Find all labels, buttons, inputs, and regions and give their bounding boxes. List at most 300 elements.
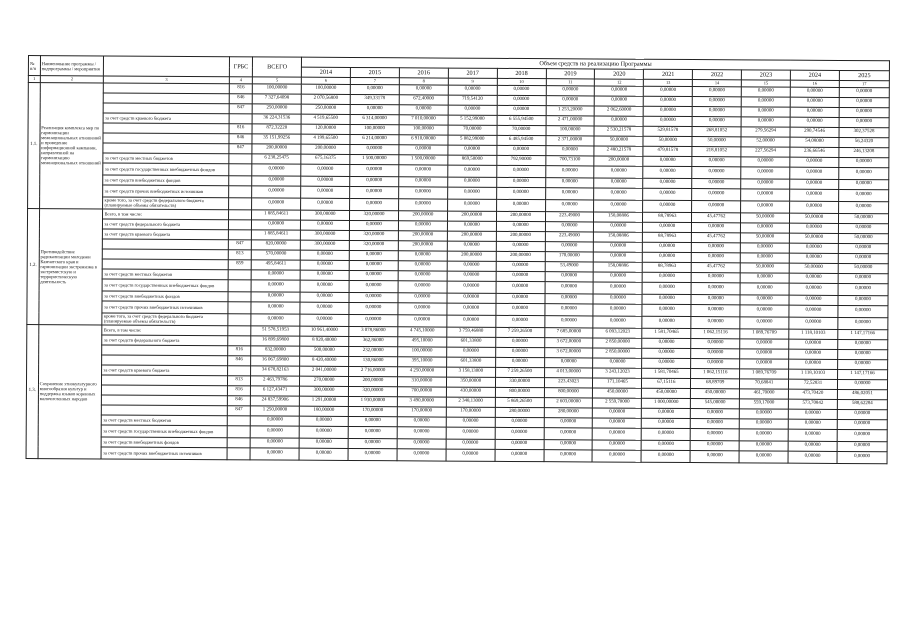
year-amount-cell: 50,00000 bbox=[838, 233, 888, 243]
year-amount-cell: 302,37528 bbox=[839, 127, 889, 137]
year-amount-cell: 50,00000 bbox=[790, 213, 839, 223]
year-amount-cell: 0,00000 bbox=[496, 261, 545, 271]
header-number: № п/п bbox=[28, 56, 40, 76]
year-amount-cell: 0,00000 bbox=[448, 145, 497, 155]
grbs-code: 846 bbox=[227, 355, 250, 365]
year-amount-cell: 0,00000 bbox=[496, 315, 545, 327]
header-year: 2022 bbox=[693, 70, 742, 80]
year-amount-cell: 300,00000 bbox=[301, 210, 350, 220]
funding-source-label: за счет средств местных бюджетов bbox=[102, 415, 227, 426]
year-amount-cell: 0,00000 bbox=[642, 304, 691, 316]
table-body bbox=[26, 82, 889, 463]
year-amount-cell: 719,54120 bbox=[448, 95, 497, 105]
column-number: 17 bbox=[839, 80, 889, 87]
year-amount-cell: 100,00000 bbox=[301, 84, 350, 94]
year-amount-cell: 0,00000 bbox=[740, 252, 789, 262]
year-amount-cell: 0,00000 bbox=[692, 200, 741, 212]
year-amount-cell: 50,00000 bbox=[643, 136, 692, 146]
year-amount-cell: 0,00000 bbox=[643, 188, 692, 200]
year-amount-cell: 675,16375 bbox=[301, 154, 350, 164]
funding-source-label: за счет средств внебюджетных фондов bbox=[102, 291, 227, 302]
year-amount-cell: 5 082,99000 bbox=[448, 135, 497, 145]
year-amount-cell: 601,33800 bbox=[447, 337, 496, 347]
year-amount-cell: 6 555,94500 bbox=[497, 115, 546, 125]
year-amount-cell: 0,00000 bbox=[299, 448, 348, 460]
total-amount-cell: 0,00000 bbox=[250, 447, 299, 459]
year-amount-cell: 2 559,70000 bbox=[593, 398, 642, 408]
year-amount-cell: 279,56294 bbox=[741, 126, 790, 136]
year-amount-cell: 50,00000 bbox=[741, 232, 790, 242]
year-amount-cell: 0,00000 bbox=[642, 282, 691, 294]
year-amount-cell: 171,10465 bbox=[593, 378, 642, 388]
total-amount-cell: 0,00000 bbox=[252, 219, 301, 229]
funding-source-label: за счет средств краевого бюджета bbox=[102, 365, 227, 376]
year-amount-cell: 50,00000 bbox=[838, 213, 888, 223]
funding-source-label: за счет средств прочих внебюджетных источников bbox=[103, 185, 228, 198]
year-amount-cell: 100,00000 bbox=[546, 125, 595, 135]
year-amount-cell: 52,00000 bbox=[741, 136, 790, 146]
header-year: 2014 bbox=[302, 67, 351, 77]
year-amount-cell: 1 062,15116 bbox=[691, 328, 740, 338]
year-amount-cell: 0,00000 bbox=[447, 221, 496, 231]
year-amount-cell: 0,00000 bbox=[496, 281, 545, 293]
year-amount-cell: 0,00000 bbox=[301, 186, 350, 198]
year-amount-cell: 88,78963 bbox=[643, 262, 692, 272]
year-amount-cell: 0,00000 bbox=[739, 450, 788, 462]
year-amount-cell: 0,00000 bbox=[838, 305, 888, 317]
year-amount-cell: 200,00000 bbox=[447, 231, 496, 241]
year-amount-cell: 0,00000 bbox=[593, 418, 642, 428]
year-amount-cell: 0,00000 bbox=[839, 179, 889, 189]
year-amount-cell: 0,00000 bbox=[593, 408, 642, 418]
year-amount-cell: 0,00000 bbox=[692, 156, 741, 166]
year-amount-cell: 0,00000 bbox=[350, 186, 399, 198]
grbs-code: 816 bbox=[229, 83, 252, 93]
year-amount-cell: 0,00000 bbox=[593, 440, 642, 450]
funding-source-label: за счет средств местных бюджетов bbox=[103, 153, 228, 164]
total-amount-cell: 51 578,51953 bbox=[251, 325, 300, 335]
grbs-code: 813 bbox=[227, 375, 250, 385]
total-amount-cell: 7 327,64098 bbox=[252, 93, 301, 103]
grbs-code bbox=[227, 447, 250, 459]
year-amount-cell: 0,00000 bbox=[397, 426, 446, 438]
year-amount-cell: 0,00000 bbox=[447, 271, 496, 281]
year-amount-cell: 7 685,00000 bbox=[544, 327, 593, 337]
year-amount-cell: 0,00000 bbox=[837, 409, 887, 419]
year-amount-cell: 0,00000 bbox=[300, 302, 349, 314]
year-amount-cell: 0,00000 bbox=[398, 220, 447, 230]
total-amount-cell: 0,00000 bbox=[251, 313, 300, 325]
year-amount-cell: 2 348,13000 bbox=[446, 397, 495, 407]
year-amount-cell: 0,00000 bbox=[397, 448, 446, 460]
total-amount-cell: 35 151,99256 bbox=[252, 133, 301, 143]
year-amount-cell: 0,00000 bbox=[642, 428, 691, 440]
year-amount-cell: 0,00000 bbox=[350, 176, 399, 186]
year-amount-cell: 0,00000 bbox=[788, 441, 837, 451]
year-amount-cell: 0,00000 bbox=[544, 357, 593, 367]
year-amount-cell: 0,00000 bbox=[398, 250, 447, 260]
year-amount-cell: 0,00000 bbox=[789, 223, 838, 233]
year-amount-cell: 545,00000 bbox=[691, 398, 740, 408]
grbs-code bbox=[227, 365, 250, 375]
header-year: 2024 bbox=[790, 70, 839, 80]
year-amount-cell: 0,00000 bbox=[789, 253, 838, 263]
year-amount-cell: 0,00000 bbox=[348, 448, 397, 460]
year-amount-cell: 0,00000 bbox=[546, 95, 595, 105]
year-amount-cell: 0,00000 bbox=[837, 429, 887, 441]
total-amount-cell: 495,84611 bbox=[251, 259, 300, 269]
year-amount-cell: 0,00000 bbox=[300, 250, 349, 260]
year-amount-cell: 3 158,13000 bbox=[446, 367, 495, 377]
year-amount-cell: 10 961,40000 bbox=[300, 326, 349, 336]
year-amount-cell: 0,00000 bbox=[496, 293, 545, 303]
year-amount-cell: 6 214,00000 bbox=[350, 134, 399, 144]
year-amount-cell: 601,33800 bbox=[446, 357, 495, 367]
year-amount-cell: 0,00000 bbox=[446, 427, 495, 439]
year-amount-cell: 0,00000 bbox=[741, 86, 790, 96]
year-amount-cell: 0,00000 bbox=[398, 198, 447, 210]
year-amount-cell: 1 062,15116 bbox=[691, 368, 740, 378]
grbs-code: 846 bbox=[227, 395, 250, 405]
year-amount-cell: 0,00000 bbox=[691, 272, 740, 282]
year-amount-cell: 0,00000 bbox=[643, 242, 692, 252]
year-amount-cell: 486,02051 bbox=[837, 389, 887, 399]
year-amount-cell: 0,00000 bbox=[545, 271, 594, 281]
grbs-code: 813 bbox=[228, 249, 251, 259]
column-number: 5 bbox=[253, 77, 302, 84]
funding-source-label: кроме того, за счет средств федерального бюджета (планируемые объемы обязательств) bbox=[103, 197, 228, 210]
total-amount-cell: 570,00000 bbox=[252, 249, 301, 259]
total-amount-cell: 34 678,82163 bbox=[251, 365, 300, 375]
year-amount-cell: 0,00000 bbox=[691, 304, 740, 316]
year-amount-cell: 0,00000 bbox=[544, 449, 593, 461]
year-amount-cell: 0,00000 bbox=[348, 416, 397, 426]
year-amount-cell: 0,00000 bbox=[398, 280, 447, 292]
year-amount-cell: 529,81578 bbox=[643, 126, 692, 136]
year-amount-cell: 0,00000 bbox=[643, 272, 692, 282]
grbs-code bbox=[228, 335, 251, 345]
year-amount-cell: 0,00000 bbox=[447, 315, 496, 327]
year-amount-cell: 6 314,00000 bbox=[350, 114, 399, 124]
year-amount-cell: 232,00000 bbox=[349, 346, 398, 356]
year-amount-cell: 0,00000 bbox=[740, 294, 789, 304]
total-amount-cell: 872,32220 bbox=[252, 123, 301, 133]
funding-source-label: за счет средств федерального бюджета bbox=[103, 219, 228, 230]
year-amount-cell: 0,00000 bbox=[790, 179, 839, 189]
year-amount-cell: 0,00000 bbox=[495, 357, 544, 367]
year-amount-cell: 0,00000 bbox=[496, 199, 545, 211]
year-amount-cell: 2 070,56800 bbox=[301, 94, 350, 104]
year-amount-cell: 0,00000 bbox=[398, 260, 447, 270]
year-amount-cell: 0,00000 bbox=[497, 145, 546, 155]
year-amount-cell: 588,62284 bbox=[837, 399, 887, 409]
header-year: 2021 bbox=[644, 69, 693, 79]
year-amount-cell: 100,00000 bbox=[350, 124, 399, 134]
year-amount-cell: 0,00000 bbox=[545, 303, 594, 315]
year-amount-cell: 223,49000 bbox=[545, 231, 594, 241]
year-amount-cell: 200,00000 bbox=[496, 211, 545, 221]
year-amount-cell: 0,00000 bbox=[447, 241, 496, 251]
grbs-code: 847 bbox=[228, 239, 251, 249]
year-amount-cell: 0,00000 bbox=[594, 166, 643, 178]
year-amount-cell: 310,00000 bbox=[397, 376, 446, 386]
year-amount-cell: 1 089,76709 bbox=[740, 368, 789, 378]
year-amount-cell: 0,00000 bbox=[690, 428, 739, 440]
year-amount-cell: 2 850,00000 bbox=[593, 338, 642, 348]
year-amount-cell: 70,68841 bbox=[740, 378, 789, 388]
year-amount-cell: 0,00000 bbox=[837, 419, 887, 429]
year-amount-cell: 3 672,00000 bbox=[544, 337, 593, 347]
year-amount-cell: 0,00000 bbox=[300, 270, 349, 280]
year-amount-cell: 0,00000 bbox=[399, 84, 448, 94]
year-amount-cell: 362,86000 bbox=[349, 336, 398, 346]
column-number: 13 bbox=[644, 79, 693, 86]
year-amount-cell: 0,00000 bbox=[838, 359, 888, 369]
year-amount-cell: 0,00000 bbox=[838, 273, 888, 283]
header-grbs: ГРБС bbox=[229, 57, 252, 77]
year-amount-cell: 0,00000 bbox=[740, 242, 789, 252]
year-amount-cell: 0,00000 bbox=[545, 145, 594, 155]
year-amount-cell: 0,00000 bbox=[838, 253, 888, 263]
year-amount-cell: 0,00000 bbox=[399, 144, 448, 154]
year-amount-cell: 0,00000 bbox=[495, 337, 544, 347]
year-amount-cell: 0,00000 bbox=[690, 418, 739, 428]
grbs-code bbox=[229, 113, 252, 123]
year-amount-cell: 290,74546 bbox=[790, 127, 839, 137]
year-amount-cell: 0,00000 bbox=[544, 417, 593, 427]
year-amount-cell: 120,00000 bbox=[301, 124, 350, 134]
year-amount-cell: 0,00000 bbox=[740, 358, 789, 368]
year-amount-cell: 0,00000 bbox=[446, 449, 495, 461]
year-amount-cell: 0,00000 bbox=[839, 97, 889, 107]
year-amount-cell: 0,00000 bbox=[644, 106, 693, 116]
year-amount-cell: 0,00000 bbox=[642, 316, 691, 328]
funding-source-label: за счет средств местных бюджетов bbox=[103, 269, 228, 280]
year-amount-cell: 0,00000 bbox=[741, 96, 790, 106]
year-amount-cell: 0,00000 bbox=[838, 283, 888, 295]
year-amount-cell: 2 041,00000 bbox=[300, 366, 349, 376]
year-amount-cell: 3 078,86000 bbox=[349, 326, 398, 336]
total-amount-cell: 6 238,25475 bbox=[252, 153, 301, 163]
year-amount-cell: 0,00000 bbox=[399, 186, 448, 198]
year-amount-cell: 0,00000 bbox=[789, 283, 838, 295]
year-amount-cell: 0,00000 bbox=[349, 220, 398, 230]
year-amount-cell: 0,00000 bbox=[789, 359, 838, 369]
year-amount-cell: 450,00000 bbox=[642, 388, 691, 398]
year-amount-cell: 3 672,00000 bbox=[544, 347, 593, 357]
year-amount-cell: 2 471,00000 bbox=[546, 115, 595, 125]
header-program-name: Наименование программы / подпрограммы / мероприятия bbox=[40, 56, 104, 76]
year-amount-cell: 0,00000 bbox=[447, 261, 496, 271]
year-amount-cell: 0,00000 bbox=[398, 302, 447, 314]
year-amount-cell: 0,00000 bbox=[741, 200, 790, 212]
year-amount-cell: 0,00000 bbox=[448, 177, 497, 187]
year-amount-cell: 200,00000 bbox=[398, 230, 447, 240]
year-amount-cell: 0,00000 bbox=[642, 338, 691, 348]
year-amount-cell: 2 716,00000 bbox=[349, 366, 398, 376]
year-amount-cell: 0,00000 bbox=[691, 338, 740, 348]
grbs-code bbox=[228, 219, 251, 229]
column-number: 6 bbox=[301, 77, 350, 84]
column-number: 8 bbox=[399, 78, 448, 85]
year-amount-cell: 53,49000 bbox=[545, 261, 594, 271]
grbs-code: 847 bbox=[229, 103, 252, 113]
column-number: 12 bbox=[595, 79, 644, 86]
year-amount-cell: 0,00000 bbox=[545, 281, 594, 293]
funding-source-label: за счет средств краевого бюджета bbox=[103, 229, 228, 240]
year-amount-cell: 50,00000 bbox=[789, 233, 838, 243]
year-amount-cell: 50,00000 bbox=[741, 212, 790, 222]
section-number: 1.3. bbox=[26, 324, 39, 458]
year-amount-cell: 0,00000 bbox=[496, 221, 545, 231]
year-amount-cell: 0,00000 bbox=[546, 85, 595, 95]
year-amount-cell: 0,00000 bbox=[301, 220, 350, 230]
year-amount-cell: 100,00000 bbox=[399, 124, 448, 134]
year-amount-cell: 0,00000 bbox=[595, 116, 644, 126]
year-amount-cell: 0,00000 bbox=[644, 86, 693, 96]
year-amount-cell: 0,00000 bbox=[741, 188, 790, 200]
year-amount-cell: 0,00000 bbox=[495, 449, 544, 461]
year-amount-cell: 0,00000 bbox=[301, 176, 350, 186]
year-amount-cell: 0,00000 bbox=[349, 292, 398, 302]
year-amount-cell: 0,00000 bbox=[593, 358, 642, 368]
grbs-code bbox=[229, 175, 252, 185]
year-amount-cell: 7 259,26500 bbox=[495, 367, 544, 377]
total-amount-cell: 0,00000 bbox=[252, 163, 301, 175]
year-amount-cell: 45,47762 bbox=[691, 262, 740, 272]
funding-source-label: Всего, в том числе: bbox=[102, 325, 227, 336]
year-amount-cell: 200,00000 bbox=[447, 251, 496, 261]
year-amount-cell: 573,70842 bbox=[788, 399, 837, 409]
year-amount-cell: 869,50000 bbox=[448, 155, 497, 165]
year-amount-cell: 0,00000 bbox=[594, 178, 643, 188]
total-amount-cell: 0,00000 bbox=[250, 415, 299, 425]
year-amount-cell: 8 920,40000 bbox=[300, 336, 349, 346]
year-amount-cell: 0,00000 bbox=[350, 84, 399, 94]
year-amount-cell: 0,00000 bbox=[837, 451, 887, 463]
column-number: 16 bbox=[790, 80, 839, 87]
grbs-code bbox=[227, 425, 250, 437]
year-amount-cell: 170,00000 bbox=[397, 406, 446, 416]
year-amount-cell: 0,00000 bbox=[789, 243, 838, 253]
year-amount-cell: 0,00000 bbox=[350, 144, 399, 154]
year-amount-cell: 0,00000 bbox=[496, 271, 545, 281]
total-amount-cell: 0,00000 bbox=[250, 425, 299, 437]
total-amount-cell: 250,00000 bbox=[252, 103, 301, 113]
year-amount-cell: 0,00000 bbox=[790, 87, 839, 97]
year-amount-cell: 0,00000 bbox=[789, 317, 838, 329]
year-amount-cell: 0,00000 bbox=[643, 222, 692, 232]
year-amount-cell: 0,00000 bbox=[641, 450, 690, 462]
year-amount-cell: 4 199,65500 bbox=[301, 134, 350, 144]
year-amount-cell: 559,17000 bbox=[740, 398, 789, 408]
year-amount-cell: 0,00000 bbox=[643, 166, 692, 178]
year-amount-cell: 0,00000 bbox=[593, 450, 642, 462]
year-amount-cell: 0,00000 bbox=[790, 201, 839, 213]
year-amount-cell: 0,00000 bbox=[448, 85, 497, 95]
year-amount-cell: 0,00000 bbox=[447, 187, 496, 199]
year-amount-cell: 0,00000 bbox=[788, 451, 837, 463]
grbs-code bbox=[227, 415, 250, 425]
year-amount-cell: 0,00000 bbox=[643, 116, 692, 126]
header-total: ВСЕГО bbox=[253, 57, 302, 77]
year-amount-cell: 320,00000 bbox=[349, 230, 398, 240]
funding-source-label: за счет средств государственных внебюджетных фондов bbox=[103, 163, 228, 176]
year-amount-cell: 0,00000 bbox=[838, 243, 888, 253]
year-amount-cell: 700,73100 bbox=[545, 155, 594, 165]
year-amount-cell: 0,00000 bbox=[789, 273, 838, 283]
year-amount-cell: 0,00000 bbox=[739, 408, 788, 418]
year-amount-cell: 0,00000 bbox=[691, 294, 740, 304]
year-amount-cell: 0,00000 bbox=[838, 201, 888, 213]
year-amount-cell: 0,00000 bbox=[301, 164, 350, 176]
year-amount-cell: 0,00000 bbox=[838, 349, 888, 359]
year-amount-cell: 0,00000 bbox=[545, 177, 594, 187]
year-amount-cell: 0,00000 bbox=[399, 164, 448, 176]
year-amount-cell: 300,00000 bbox=[300, 386, 349, 396]
year-amount-cell: 1 118,10103 bbox=[789, 329, 838, 339]
year-amount-cell: 0,00000 bbox=[692, 252, 741, 262]
year-amount-cell: 0,00000 bbox=[350, 164, 399, 176]
year-amount-cell: 395,10000 bbox=[398, 356, 447, 366]
year-amount-cell: 200,00000 bbox=[349, 376, 398, 386]
year-amount-cell: 0,00000 bbox=[790, 167, 839, 179]
year-amount-cell: 0,00000 bbox=[497, 95, 546, 105]
year-amount-cell: 0,00000 bbox=[299, 438, 348, 448]
year-amount-cell: 200,00000 bbox=[301, 144, 350, 154]
year-amount-cell: 1 581,70465 bbox=[642, 328, 691, 338]
year-amount-cell: 349,33178 bbox=[350, 94, 399, 104]
year-amount-cell: 495,10000 bbox=[398, 336, 447, 346]
year-amount-cell: 0,00000 bbox=[692, 106, 741, 116]
year-amount-cell: 0,00000 bbox=[789, 339, 838, 349]
year-amount-cell: 320,00000 bbox=[350, 210, 399, 220]
column-number: 1 bbox=[28, 76, 40, 83]
year-amount-cell: 6 485,94500 bbox=[497, 135, 546, 145]
year-amount-cell: 158,08886 bbox=[594, 262, 643, 272]
header-year: 2019 bbox=[546, 69, 595, 79]
section-number: 1.2. bbox=[27, 208, 39, 324]
year-amount-cell: 4 519,65500 bbox=[301, 114, 350, 124]
year-amount-cell: 0,00000 bbox=[299, 426, 348, 438]
funding-source-label: Всего, в том числе: bbox=[103, 209, 228, 220]
year-amount-cell: 0,00000 bbox=[545, 165, 594, 177]
year-amount-cell: 50,00000 bbox=[740, 262, 789, 272]
year-amount-cell: 50,00000 bbox=[692, 136, 741, 146]
grbs-code bbox=[227, 437, 250, 447]
year-amount-cell: 0,00000 bbox=[838, 339, 888, 349]
section-name: Реализация комплекса мер по гармонизации межнациональных отношений и проведение информационной кампании, направленной на гармонизацию межнациональных отношений bbox=[39, 82, 104, 208]
year-amount-cell: 0,00000 bbox=[447, 281, 496, 293]
year-amount-cell: 2 850,00000 bbox=[593, 348, 642, 358]
year-amount-cell: 200,00000 bbox=[594, 156, 643, 166]
year-amount-cell: 223,49000 bbox=[545, 211, 594, 221]
total-amount-cell: 6 127,43471 bbox=[251, 385, 300, 395]
year-amount-cell: 0,00000 bbox=[790, 117, 839, 127]
year-amount-cell: 0,00000 bbox=[544, 427, 593, 439]
year-amount-cell: 45,47762 bbox=[692, 212, 741, 222]
year-amount-cell: 0,00000 bbox=[545, 221, 594, 231]
year-amount-cell: 0,00000 bbox=[690, 450, 739, 462]
column-number: 3 bbox=[104, 76, 229, 83]
year-amount-cell: 3 243,12023 bbox=[593, 368, 642, 378]
header-year: 2016 bbox=[399, 68, 448, 78]
year-amount-cell: 0,00000 bbox=[739, 440, 788, 450]
year-amount-cell: 0,00000 bbox=[399, 176, 448, 186]
year-amount-cell: 0,00000 bbox=[789, 305, 838, 317]
year-amount-cell: 0,00000 bbox=[495, 439, 544, 449]
total-amount-cell: 0,00000 bbox=[251, 269, 300, 279]
